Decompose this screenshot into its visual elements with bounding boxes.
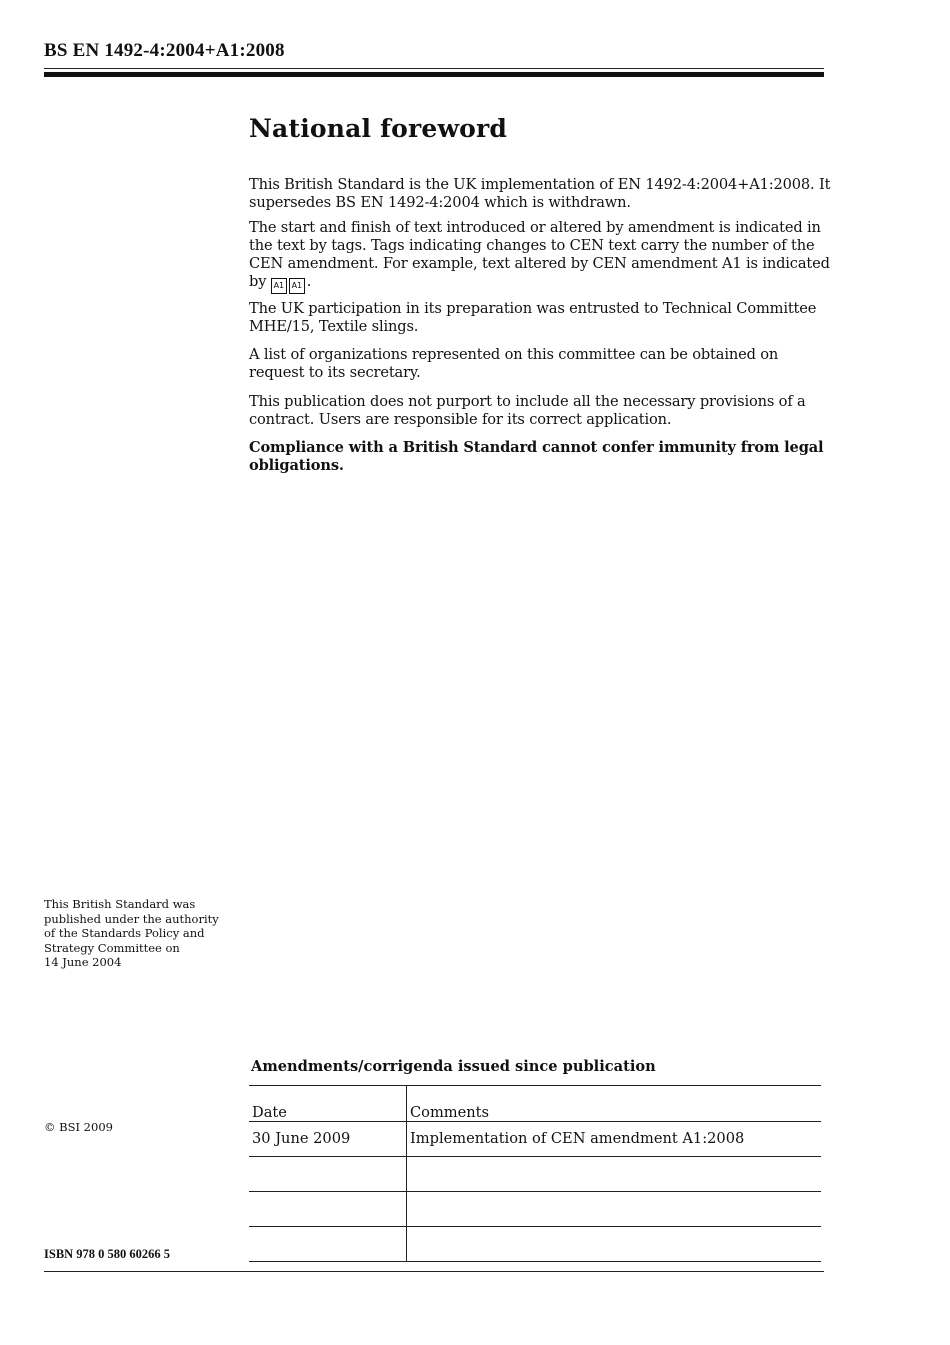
table-cell-comments bbox=[407, 1192, 822, 1227]
column-header-comments: Comments bbox=[407, 1086, 822, 1122]
paragraph-amendment-tags-text: The start and finish of text introduced or altered by amendment is indicated in the text by tags. Tags indicating changes to CEN text carry the number of the CEN amendment. For example, text altered by CEN amendment A1 is indicated by bbox=[249, 219, 830, 290]
amendment-start-tag-icon: A1 bbox=[271, 278, 287, 294]
table-cell-date bbox=[249, 1157, 407, 1192]
paragraph-provisions: This publication does not purport to include all the necessary provisions of a contract. Users are responsible for its correct application. bbox=[249, 393, 806, 428]
amendments-header-row bbox=[249, 1086, 821, 1122]
copyright-notice: © BSI 2009 bbox=[44, 1120, 113, 1134]
paragraph-organizations: A list of organizations represented on this committee can be obtained on request to its secretary. bbox=[249, 346, 779, 381]
paragraph-amendment-tags bbox=[249, 219, 834, 294]
amendments-table bbox=[249, 1085, 821, 1262]
table-cell-comments bbox=[407, 1227, 822, 1262]
table-cell-comments bbox=[407, 1157, 822, 1192]
paragraph-implementation: This British Standard is the UK implementation of EN 1492-4:2004+A1:2008. It supersedes BS EN 1492-4:2004 which is withdrawn. bbox=[249, 176, 831, 211]
column-header-date: Date bbox=[249, 1086, 407, 1122]
header-rule-thin bbox=[44, 68, 824, 69]
paragraph-committee: The UK participation in its preparation was entrusted to Technical Committee MHE/15, Textile slings. bbox=[249, 300, 817, 335]
table-row bbox=[249, 1122, 821, 1157]
paragraph-compliance: Compliance with a British Standard cannot confer immunity from legal obligations. bbox=[249, 439, 824, 474]
standard-id: BS EN 1492-4:2004+A1:2008 bbox=[44, 40, 285, 61]
paragraph-amendment-tags-end: . bbox=[306, 273, 312, 290]
table-cell-comments: Implementation of CEN amendment A1:2008 bbox=[407, 1122, 822, 1157]
isbn: ISBN 978 0 580 60266 5 bbox=[44, 1247, 171, 1261]
table-cell-date bbox=[249, 1192, 407, 1227]
table-cell-date bbox=[249, 1227, 407, 1262]
header-rule-thick bbox=[44, 72, 824, 77]
table-row bbox=[249, 1227, 821, 1262]
page-title: National foreword bbox=[249, 114, 508, 143]
footer-rule bbox=[44, 1271, 824, 1272]
table-row bbox=[249, 1192, 821, 1227]
publication-note: This British Standard was published under the authority of the Standards Policy and Strategy Committee on 14 June 2004 bbox=[44, 897, 219, 969]
amendment-end-tag-icon: A1 bbox=[289, 278, 305, 294]
table-row bbox=[249, 1157, 821, 1192]
amendments-title: Amendments/corrigenda issued since publication bbox=[251, 1058, 656, 1075]
table-cell-date: 30 June 2009 bbox=[249, 1122, 407, 1157]
